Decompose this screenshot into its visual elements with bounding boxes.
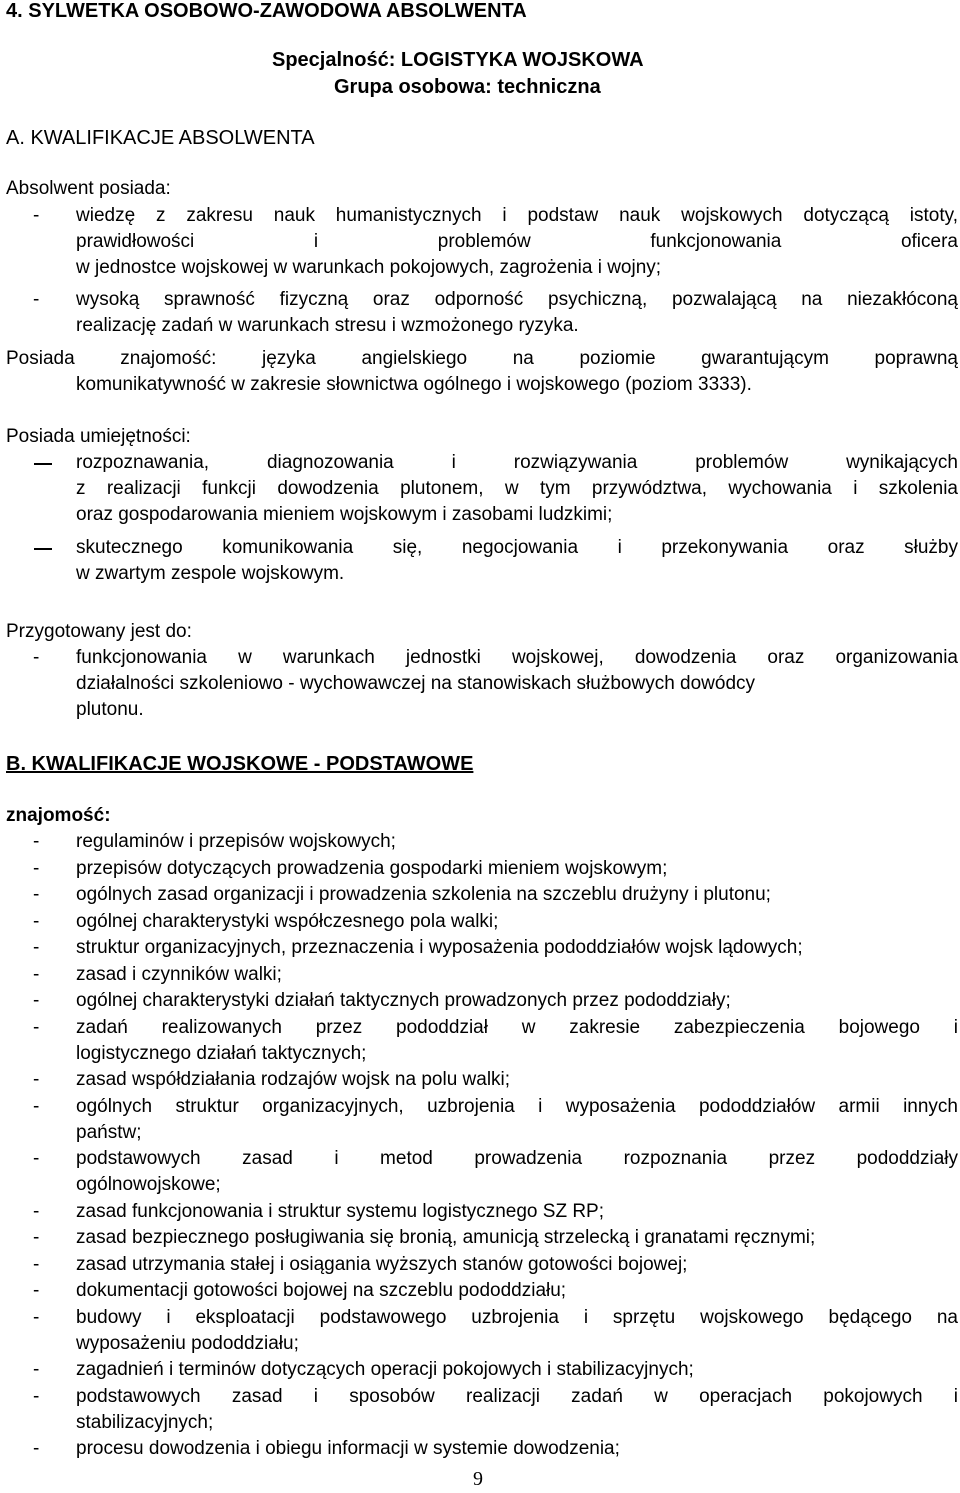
- item-line: państw;: [76, 1121, 142, 1143]
- item-line: zadań realizowanych przez pododdział w zakresie zabezpieczenia bojowego i: [76, 1016, 958, 1038]
- item-line: ogólnej charakterystyki działań taktycznych prowadzonych przez pododdziały;: [76, 990, 731, 1011]
- item-line: w zwartym zespole wojskowym.: [76, 563, 345, 584]
- item-line: funkcjonowania w warunkach jednostki wojskowej, dowodzenia oraz organizowania: [76, 647, 958, 668]
- b-list-item: [76, 1094, 958, 1146]
- item-line: zasad bezpiecznego posługiwania się bronią, amunicją strzelecką i granatami ręcznymi;: [76, 1227, 816, 1248]
- dash-bullet: -: [33, 205, 40, 226]
- item-line: ogólnowojskowe;: [76, 1174, 221, 1195]
- przygotowany-label: Przygotowany jest do:: [6, 621, 192, 642]
- znajomosc-line-2: komunikatywność w zakresie słownictwa ogólnego i wojskowego (poziom 3333).: [76, 374, 752, 395]
- section-a-heading: A. KWALIFIKACJE ABSOLWENTA: [6, 127, 315, 149]
- dash-bullet: -: [33, 831, 40, 852]
- item-line: działalności szkoleniowo - wychowawczej na stanowiskach służbowych dowódcy: [76, 673, 756, 694]
- item-line: prawidłowości i problemów funkcjonowania oficera: [76, 231, 958, 252]
- dash-bullet: -: [33, 937, 40, 958]
- item-line: skutecznego komunikowania się, negocjowania i przekonywania oraz służby: [76, 537, 958, 558]
- posiada-item-1: [76, 203, 958, 281]
- item-line: ogólnych zasad organizacji i prowadzenia szkolenia na szczeblu drużyny i plutonu;: [76, 884, 771, 905]
- umiejetnosci-item-1: [76, 450, 958, 528]
- b-list-item: [76, 1278, 958, 1304]
- item-line: zasad współdziałania rodzajów wojsk na polu walki;: [76, 1069, 511, 1090]
- dash-bullet: -: [33, 289, 40, 310]
- dash-bullet: -: [33, 1200, 40, 1222]
- b-list-item: [76, 1015, 958, 1067]
- specialty-line: Specjalność: LOGISTYKA WOJSKOWA: [272, 49, 644, 71]
- item-line: przepisów dotyczących prowadzenia gospodarki mieniem wojskowym;: [76, 857, 668, 879]
- znajomosc-line-1: Posiada znajomość: języka angielskiego na poziomie gwarantującym poprawną: [6, 348, 958, 369]
- item-line: zasad i czynników walki;: [76, 963, 282, 985]
- item-line: stabilizacyjnych;: [76, 1411, 214, 1433]
- b-list-item: [76, 1252, 958, 1278]
- item-line: realizację zadań w warunkach stresu i wzmożonego ryzyka.: [76, 315, 579, 336]
- b-znajomosc-label: znajomość:: [6, 805, 111, 826]
- dash-bullet: -: [33, 857, 40, 879]
- dash-bullet: -: [33, 1227, 40, 1248]
- en-dash-bullet: [34, 548, 52, 550]
- b-list-item: [76, 1067, 958, 1093]
- posiada-item-2: [76, 287, 958, 339]
- section-b-heading: B. KWALIFIKACJE WOJSKOWE - PODSTAWOWE: [6, 753, 474, 775]
- posiada-label: Absolwent posiada:: [6, 178, 171, 199]
- item-line: dokumentacji gotowości bojowej na szczeblu pododdziału;: [76, 1280, 567, 1301]
- b-list-item: [76, 856, 958, 882]
- dash-bullet: -: [33, 647, 40, 668]
- dash-bullet: -: [33, 1438, 40, 1459]
- dash-bullet: -: [33, 910, 40, 932]
- item-line: ogólnych struktur organizacyjnych, uzbrojenia i wyposażenia pododdziałów armii innych: [76, 1095, 958, 1117]
- item-line: regulaminów i przepisów wojskowych;: [76, 831, 396, 852]
- item-line: struktur organizacyjnych, przeznaczenia i wyposażenia pododdziałów wojsk lądowych;: [76, 937, 803, 958]
- umiejetnosci-label: Posiada umiejętności:: [6, 426, 191, 447]
- b-list-item: [76, 909, 958, 935]
- item-line: zagadnień i terminów dotyczących operacji pokojowych i stabilizacyjnych;: [76, 1359, 694, 1380]
- item-line: wysoką sprawność fizyczną oraz odporność psychiczną, pozwalającą na niezakłóconą: [76, 289, 958, 310]
- item-line: budowy i eksploatacji podstawowego uzbrojenia i sprzętu wojskowego będącego na: [76, 1306, 958, 1328]
- przygotowany-item-1: [76, 645, 958, 723]
- b-list-item: [76, 1225, 958, 1251]
- dash-bullet: -: [33, 1306, 40, 1328]
- dash-bullet: -: [33, 1253, 40, 1275]
- page-number: 9: [473, 1468, 483, 1490]
- item-line: logistycznego działań taktycznych;: [76, 1042, 367, 1064]
- dash-bullet: -: [33, 1069, 40, 1090]
- b-list-item: [76, 1436, 958, 1462]
- b-list-item: [76, 1146, 958, 1198]
- item-line: oraz gospodarowania mieniem wojskowym i zasobami ludzkimi;: [76, 504, 613, 525]
- dash-bullet: -: [33, 1148, 40, 1169]
- b-list-item: [76, 962, 958, 988]
- b-list-item: [76, 1357, 958, 1383]
- item-line: zasad funkcjonowania i struktur systemu logistycznego SZ RP;: [76, 1200, 605, 1222]
- dash-bullet: -: [33, 963, 40, 985]
- section-title: 4. SYLWETKA OSOBOWO-ZAWODOWA ABSOLWENTA: [6, 0, 527, 22]
- item-line: wyposażeniu pododdziału;: [76, 1332, 299, 1354]
- item-line: wiedzę z zakresu nauk humanistycznych i podstaw nauk wojskowych dotyczącą istoty,: [76, 205, 958, 226]
- dash-bullet: -: [33, 1280, 40, 1301]
- dash-bullet: -: [33, 1016, 40, 1038]
- dash-bullet: -: [33, 884, 40, 905]
- item-line: plutonu.: [76, 699, 144, 720]
- b-list-item: [76, 829, 958, 855]
- b-list-item: [76, 988, 958, 1014]
- item-line: ogólnej charakterystyki współczesnego pola walki;: [76, 910, 499, 932]
- dash-bullet: -: [33, 1095, 40, 1117]
- item-line: rozpoznawania, diagnozowania i rozwiązywania problemów wynikających: [76, 452, 958, 473]
- item-line: w jednostce wojskowej w warunkach pokojowych, zagrożenia i wojny;: [76, 257, 662, 278]
- item-line: podstawowych zasad i metod prowadzenia rozpoznania przez pododdziały: [76, 1148, 958, 1169]
- b-list-item: [76, 1199, 958, 1225]
- item-line: zasad utrzymania stałej i osiągania wyższych stanów gotowości bojowej;: [76, 1253, 688, 1275]
- en-dash-bullet: [34, 463, 52, 465]
- b-list-item: [76, 935, 958, 961]
- item-line: procesu dowodzenia i obiegu informacji w systemie dowodzenia;: [76, 1438, 620, 1459]
- umiejetnosci-item-2: [76, 535, 958, 587]
- group-line: Grupa osobowa: techniczna: [334, 76, 601, 98]
- b-list-item: [76, 882, 958, 908]
- dash-bullet: -: [33, 1385, 40, 1407]
- item-line: z realizacji funkcji dowodzenia plutonem, w tym przywództwa, wychowania i szkolenia: [76, 478, 958, 499]
- b-list-item: [76, 1305, 958, 1357]
- b-list-item: [76, 1384, 958, 1436]
- dash-bullet: -: [33, 990, 40, 1011]
- dash-bullet: -: [33, 1359, 40, 1380]
- item-line: podstawowych zasad i sposobów realizacji zadań w operacjach pokojowych i: [76, 1385, 958, 1407]
